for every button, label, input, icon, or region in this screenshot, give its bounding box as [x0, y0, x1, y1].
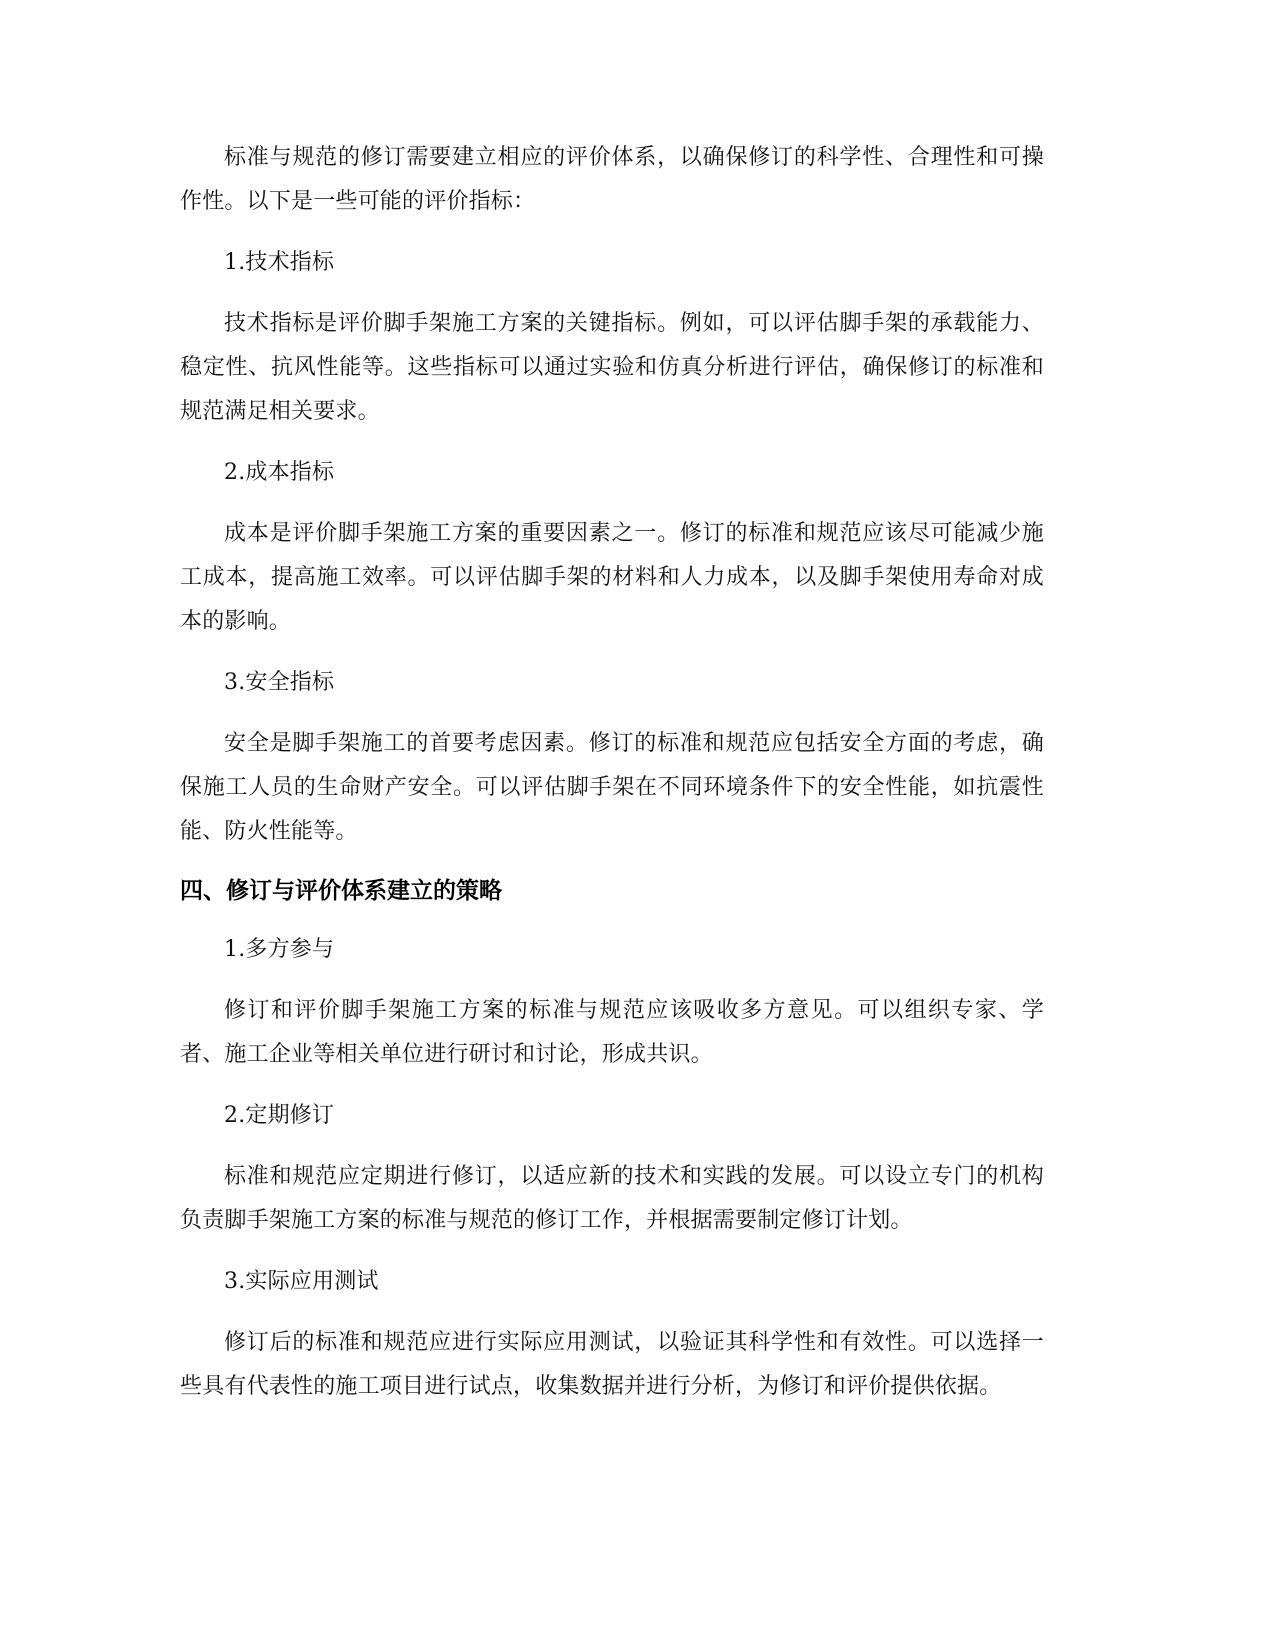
tech-indicator-label: 1.技术指标: [224, 250, 335, 275]
cost-indicator-label: 2.成本指标: [224, 460, 335, 485]
document-page: [180, 136, 1044, 1426]
section-four-heading: 四、修订与评价体系建立的策略: [180, 878, 502, 904]
periodic-revision-label: 2.定期修订: [224, 1103, 335, 1128]
intro-paragraph: 标准与规范的修订需要建立相应的评价体系，以确保修订的科学性、合理性和可操作性。以下是一些可能的评价指标：: [180, 145, 1044, 214]
periodic-revision-paragraph: 标准和规范应定期进行修订，以适应新的技术和实践的发展。可以设立专门的机构负责脚手架施工方案的标准与规范的修订工作，并根据需要制定修订计划。: [180, 1164, 1044, 1233]
field-test-label: 3.实际应用测试: [224, 1269, 379, 1294]
cost-indicator-paragraph: 成本是评价脚手架施工方案的重要因素之一。修订的标准和规范应该尽可能减少施工成本，提高施工效率。可以评估脚手架的材料和人力成本，以及脚手架使用寿命对成本的影响。: [180, 521, 1044, 634]
safety-indicator-label: 3.安全指标: [224, 670, 335, 695]
multi-party-paragraph: 修订和评价脚手架施工方案的标准与规范应该吸收多方意见。可以组织专家、学者、施工企业等相关单位进行研讨和讨论，形成共识。: [180, 998, 1044, 1067]
safety-indicator-paragraph: 安全是脚手架施工的首要考虑因素。修订的标准和规范应包括安全方面的考虑，确保施工人员的生命财产安全。可以评估脚手架在不同环境条件下的安全性能，如抗震性能、防火性能等。: [180, 731, 1044, 844]
field-test-paragraph: 修订后的标准和规范应进行实际应用测试，以验证其科学性和有效性。可以选择一些具有代表性的施工项目进行试点，收集数据并进行分析，为修订和评价提供依据。: [180, 1330, 1044, 1399]
multi-party-label: 1.多方参与: [224, 937, 335, 962]
tech-indicator-paragraph: 技术指标是评价脚手架施工方案的关键指标。例如，可以评估脚手架的承载能力、稳定性、抗风性能等。这些指标可以通过实验和仿真分析进行评估，确保修订的标准和规范满足相关要求。: [180, 311, 1044, 424]
